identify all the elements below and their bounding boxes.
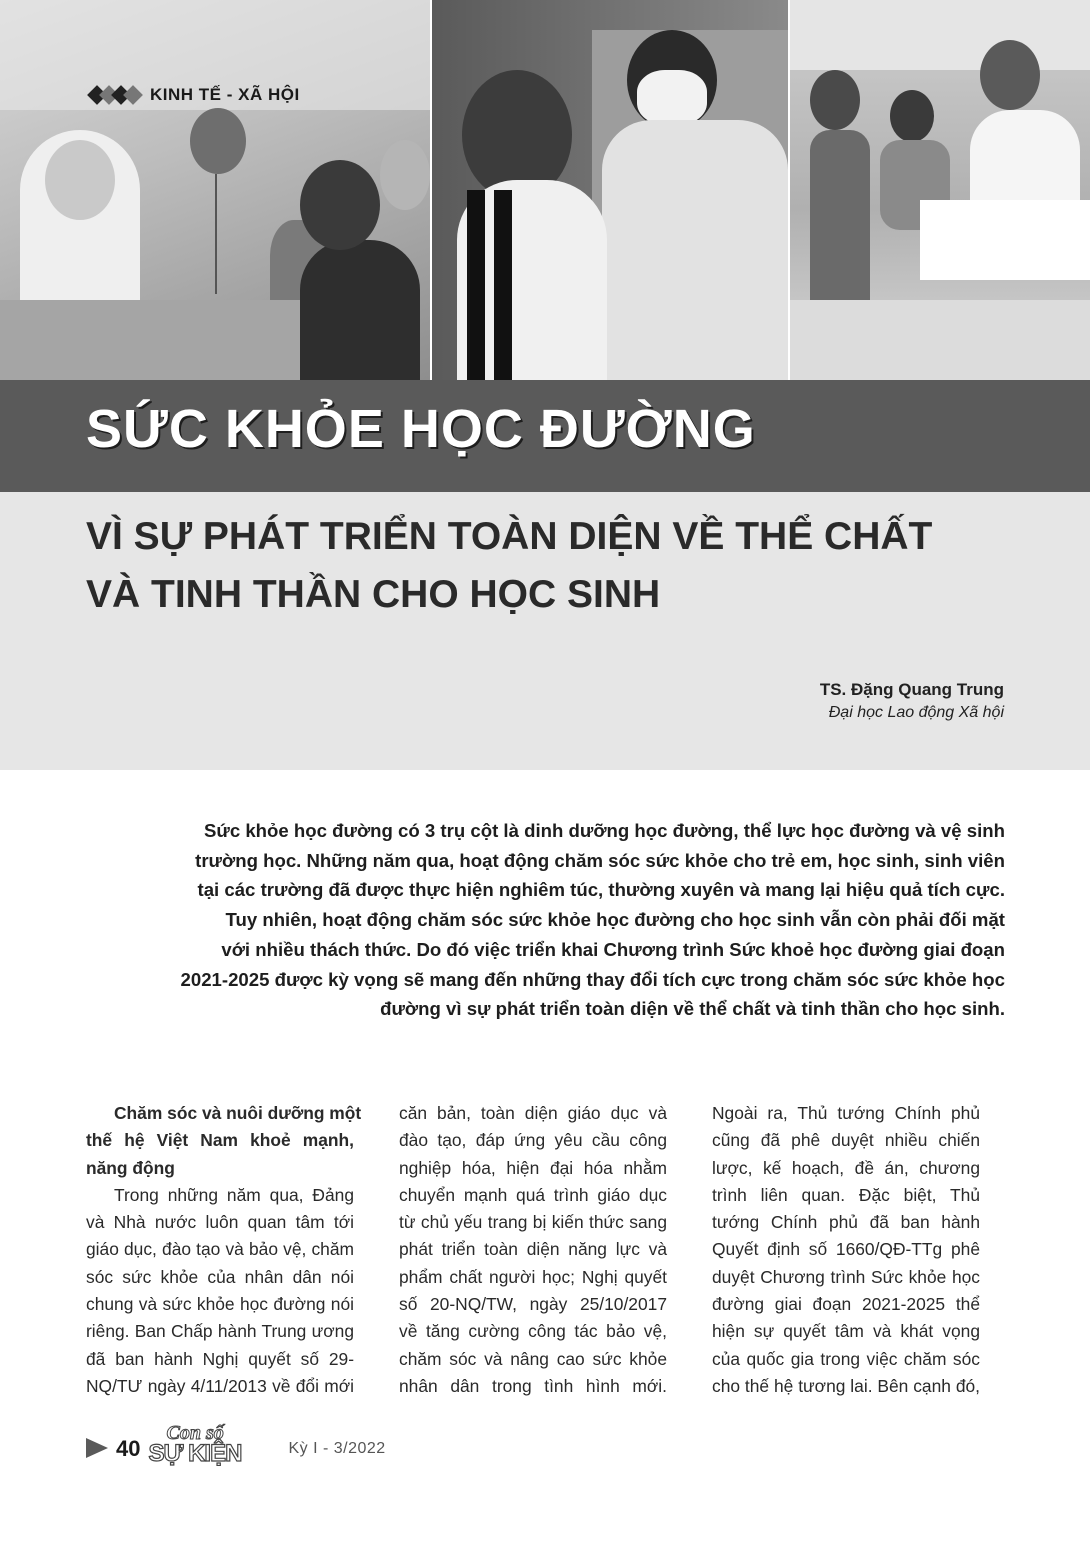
body-line: phẩm chất người học; Nghị quyết	[399, 1266, 667, 1287]
logo-bottom-text: SỰ KIỆN	[148, 1440, 242, 1467]
body-line: số 20-NQ/TW, ngày 25/10/2017	[399, 1294, 667, 1315]
page-number: 40	[116, 1436, 141, 1461]
byline	[820, 680, 1004, 722]
page-footer	[86, 1422, 386, 1467]
body-line: đã ban hành Nghị quyết số 29-	[86, 1348, 354, 1369]
subtitle-line: VÀ TINH THẦN CHO HỌC SINH	[86, 573, 661, 616]
heading-line: thế hệ Việt Nam khoẻ mạnh,	[86, 1130, 354, 1151]
body-line: phát triển toàn diện năng lực và	[399, 1239, 667, 1260]
body-paragraph	[399, 1100, 667, 1400]
body-line: từ chủ yếu trang bị kiến thức sang	[399, 1212, 667, 1233]
body-paragraph	[86, 1182, 354, 1400]
body-column-2	[399, 1100, 667, 1400]
body-line: cho thế hệ tương lai. Bên cạnh đó,	[712, 1375, 980, 1396]
body-line: của quốc gia trong việc chăm sóc	[712, 1348, 980, 1369]
body-line: đường giai đoạn 2021-2025 thể	[712, 1294, 980, 1315]
section-heading	[86, 1100, 362, 1182]
article-lead	[160, 816, 1005, 1024]
body-line: tướng Chính phủ đã ban hành	[712, 1212, 980, 1233]
header-photo-strip	[0, 0, 1090, 380]
body-line: chung và sức khỏe học đường nói	[86, 1294, 354, 1315]
body-paragraph	[712, 1100, 980, 1400]
author-name: TS. Đặng Quang Trung	[819, 680, 1004, 699]
body-line: Ngoài ra, Thủ tướng Chính phủ	[712, 1103, 980, 1123]
body-line: nghiệp hóa, hiện đại hóa nhằm	[399, 1157, 667, 1178]
body-line: NQ/TƯ ngày 4/11/2013 về đổi mới	[86, 1375, 354, 1396]
body-line: trình liên quan. Đặc biệt, Thủ	[712, 1184, 980, 1205]
body-line: căn bản, toàn diện giáo dục và	[399, 1103, 667, 1123]
logo-top-text: Con số	[166, 1422, 224, 1444]
article-subtitle	[86, 508, 986, 624]
body-line: lược, kế hoạch, đề án, chương	[712, 1157, 980, 1178]
heading-line: Chăm sóc và nuôi dưỡng một	[114, 1103, 362, 1123]
body-line: Quyết định số 1660/QĐ-TTg phê	[712, 1239, 980, 1260]
diamond-pattern-icon	[88, 82, 140, 108]
body-line: đào tạo, đáp ứng yêu cầu công	[399, 1130, 667, 1151]
body-line: duyệt Chương trình Sức khỏe học	[712, 1266, 980, 1287]
lead-line: đường vì sự phát triển toàn diện về thể chất và tinh thần cho học sinh.	[380, 998, 1005, 1020]
issue-label: Kỳ I - 3/2022	[288, 1440, 386, 1457]
body-line: nhân dân trong tình hình mới.	[399, 1375, 667, 1396]
arrow-right-icon	[86, 1438, 108, 1458]
section-tag	[88, 82, 300, 108]
body-line: cũng đã phê duyệt nhiều chiến	[712, 1130, 980, 1151]
body-column-1	[86, 1100, 362, 1400]
lead-line: tại các trường đã được thực hiện nghiêm túc, thường xuyên và mang lại hiệu quả tích cực.	[197, 879, 1005, 901]
photo-doctor-with-children	[790, 0, 1090, 380]
body-line: riêng. Ban Chấp hành Trung ương	[86, 1321, 354, 1342]
body-column-3	[712, 1100, 980, 1400]
body-line: sóc sức khỏe của nhân dân nói	[86, 1266, 354, 1287]
magazine-logo	[148, 1422, 280, 1467]
body-line: hiện sự quyết tâm và khát vọng	[712, 1321, 980, 1342]
body-line: chăm sóc và nâng cao sức khỏe	[399, 1348, 667, 1369]
lead-line: Sức khỏe học đường có 3 trụ cột là dinh dưỡng học đường, thể lực học đường và vệ sinh	[203, 820, 1005, 841]
body-line: Trong những năm qua, Đảng	[114, 1184, 354, 1205]
body-line: chuyển mạnh quá trình giáo dục	[399, 1184, 667, 1205]
author-affiliation: Đại học Lao động Xã hội	[828, 704, 1004, 721]
section-label: KINH TẾ - XÃ HỘI	[150, 85, 300, 104]
body-line: và Nhà nước luôn quan tâm tới	[86, 1212, 354, 1233]
photo-doctor-examining-student	[0, 0, 430, 380]
lead-line: với nhiều thách thức. Do đó việc triển khai Chương trình Sức khoẻ học đường giai đoạn	[221, 938, 1005, 960]
heading-line: năng động	[86, 1157, 175, 1178]
body-line: giáo dục, đào tạo và bảo vệ, chăm	[86, 1239, 354, 1260]
subtitle-line: VÌ SỰ PHÁT TRIỂN TOÀN DIỆN VỀ THỂ CHẤT	[86, 515, 933, 558]
lead-line: Tuy nhiên, hoạt động chăm sóc sức khỏe học đường cho học sinh vẫn còn phải đối mặt	[225, 909, 1005, 931]
article-title: SỨC KHỎE HỌC ĐƯỜNG	[86, 399, 756, 459]
lead-line: trường học. Những năm qua, hoạt động chăm sóc sức khỏe cho trẻ em, học sinh, sinh viên	[195, 849, 1005, 871]
body-line: về tăng cường công tác bảo vệ,	[399, 1321, 667, 1342]
photo-nurse-checking-child	[432, 0, 788, 380]
lead-line: 2021-2025 được kỳ vọng sẽ mang đến những thay đổi tích cực trong chăm sóc sức khỏe học	[180, 968, 1005, 990]
